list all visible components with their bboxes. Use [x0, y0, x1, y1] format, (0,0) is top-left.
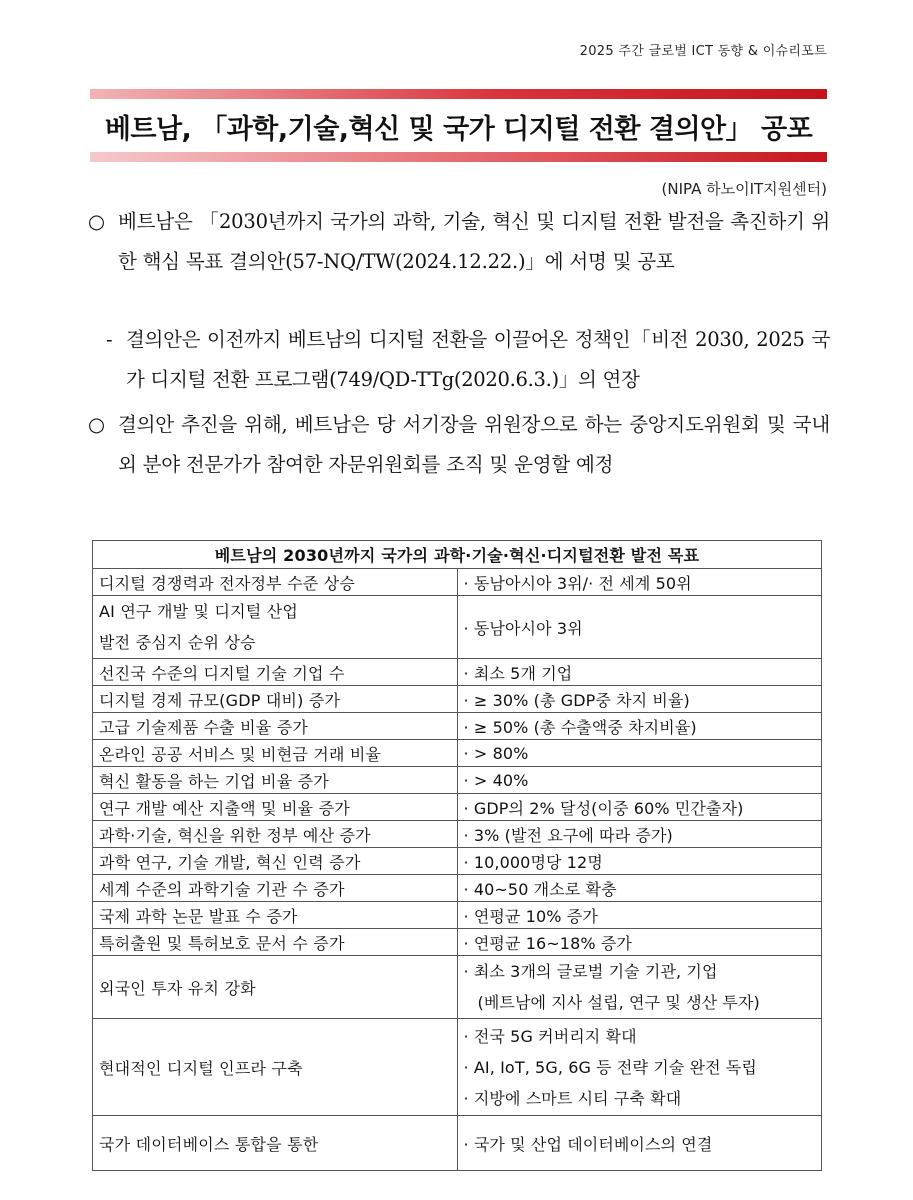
row-label: 연구 개발 예산 지출액 및 비율 증가 [93, 794, 458, 821]
circle-bullet-icon: ○ [88, 413, 105, 436]
table-header-row [93, 541, 822, 569]
table-row [93, 713, 822, 740]
title-bottom-bar [90, 152, 827, 162]
row-label-line: 발전 중심지 순위 상승 [99, 633, 256, 652]
paragraph-text: 베트남은 「2030년까지 국가의 과학, 기술, 혁신 및 디지털 전환 발전을 촉진하기 위한 핵심 목표 결의안(57-NQ/TW(2024.12.22.)」에 서명 및 공포 [118, 210, 830, 273]
row-label [93, 596, 458, 659]
row-label: 국제 과학 논문 발표 수 증가 [93, 902, 458, 929]
row-value: · 국가 및 산업 데이터베이스의 연결 [457, 1116, 822, 1171]
row-value: · ≥ 50% (총 수출액중 차지비율) [457, 713, 822, 740]
row-value: · 10,000명당 12명 [457, 848, 822, 875]
table-row [93, 929, 822, 956]
row-value-line: · 전국 5G 커버리지 확대 [463, 1026, 637, 1046]
paragraph-text: 결의안 추진을 위해, 베트남은 당 서기장을 위원장으로 하는 중앙지도위원회 및 국내외 분야 전문가가 참여한 자문위원회를 조직 및 운영할 예정 [118, 413, 830, 476]
row-value: · 연평균 16~18% 증가 [457, 929, 822, 956]
table-row [93, 848, 822, 875]
row-label: 과학·기술, 혁신을 위한 정부 예산 증가 [93, 821, 458, 848]
dash-bullet: - [106, 328, 113, 351]
row-value: · 40~50 개소로 확충 [457, 875, 822, 902]
paragraph-1 [88, 202, 830, 282]
table-row [93, 596, 822, 659]
row-value-line: · 최소 3개의 글로벌 기술 기관, 기업 [463, 962, 718, 981]
table-row [93, 956, 822, 1019]
row-value-line: (베트남에 지사 설립, 연구 및 생산 투자) [477, 993, 760, 1012]
paragraph-3 [88, 405, 830, 485]
row-value: · GDP의 2% 달성(이중 60% 민간출자) [457, 794, 822, 821]
row-label-line: AI 연구 개발 및 디지털 산업 [99, 602, 299, 621]
row-value-line: · 지방에 스마트 시티 구축 확대 [463, 1088, 682, 1108]
row-label: 고급 기술제품 수출 비율 증가 [93, 713, 458, 740]
circle-bullet-icon: ○ [88, 210, 105, 233]
table-row [93, 740, 822, 767]
row-label: 혁신 활동을 하는 기업 비율 증가 [93, 767, 458, 794]
row-value: · 연평균 10% 증가 [457, 902, 822, 929]
row-label: 현대적인 디지털 인프라 구축 [93, 1019, 458, 1116]
row-value [457, 1019, 822, 1116]
paragraph-2 [106, 320, 830, 400]
table-row [93, 1019, 822, 1116]
row-label: 특허출원 및 특허보호 문서 수 증가 [93, 929, 458, 956]
row-label: 온라인 공공 서비스 및 비현금 거래 비율 [93, 740, 458, 767]
report-header-note: 2025 주간 글로벌 ICT 동향 & 이슈리포트 [579, 44, 827, 59]
table-row [93, 1116, 822, 1171]
table-row [93, 902, 822, 929]
row-label: 디지털 경쟁력과 전자정부 수준 상승 [93, 569, 458, 596]
row-value: · 3% (발전 요구에 따라 증가) [457, 821, 822, 848]
row-value: · > 40% [457, 767, 822, 794]
row-label: 세계 수준의 과학기술 기관 수 증가 [93, 875, 458, 902]
row-value-line: · AI, IoT, 5G, 6G 등 전략 기술 완전 독립 [463, 1057, 757, 1077]
paragraph-text: 결의안은 이전까지 베트남의 디지털 전환을 이끌어온 정책인「비전 2030, 2025 국가 디지털 전환 프로그램(749/QD-TTg(2020.6.3.)」의 연장 [126, 328, 830, 391]
page-title: 베트남, 「과학,기술,혁신 및 국가 디지털 전환 결의안」 공포 [104, 113, 813, 145]
table-row [93, 875, 822, 902]
goals-table [92, 540, 822, 1171]
row-value: · 동남아시아 3위/· 전 세계 50위 [457, 569, 822, 596]
row-label: 디지털 경제 규모(GDP 대비) 증가 [93, 686, 458, 713]
table-heading: 베트남의 2030년까지 국가의 과학·기술·혁신·디지털전환 발전 목표 [93, 541, 822, 569]
row-label: 과학 연구, 기술 개발, 혁신 인력 증가 [93, 848, 458, 875]
row-label: 외국인 투자 유치 강화 [93, 956, 458, 1019]
table-row [93, 569, 822, 596]
table-row [93, 821, 822, 848]
source-attribution: (NIPA 하노이IT지원센터) [661, 180, 827, 198]
row-label: 국가 데이터베이스 통합을 통한 [93, 1116, 458, 1171]
row-value [457, 956, 822, 1019]
row-value: · 최소 5개 기업 [457, 659, 822, 686]
row-value: · 동남아시아 3위 [457, 596, 822, 659]
row-value: · > 80% [457, 740, 822, 767]
table-row [93, 659, 822, 686]
title-top-bar [90, 89, 827, 99]
table-row [93, 686, 822, 713]
row-value: · ≥ 30% (총 GDP중 차지 비율) [457, 686, 822, 713]
table-row [93, 767, 822, 794]
row-label: 선진국 수준의 디지털 기술 기업 수 [93, 659, 458, 686]
table-row [93, 794, 822, 821]
